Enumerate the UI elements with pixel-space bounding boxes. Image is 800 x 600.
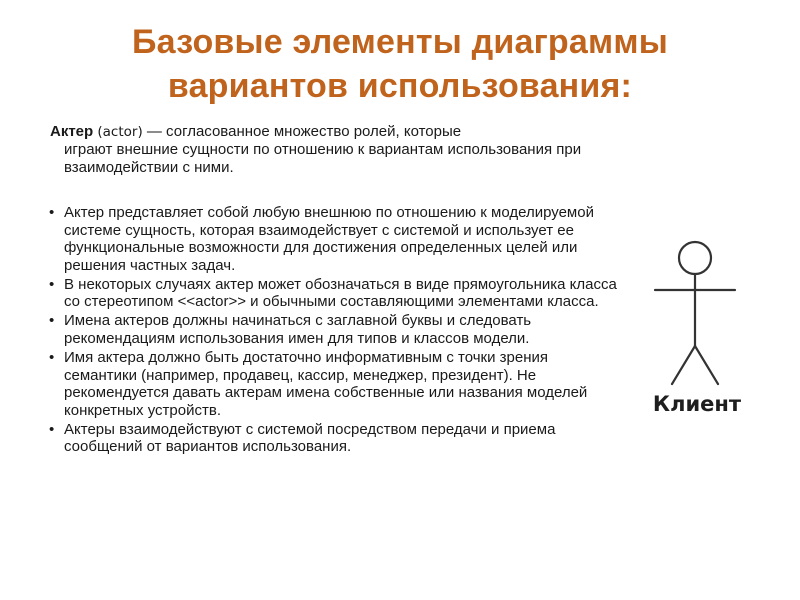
stick-figure-left-leg <box>672 346 695 384</box>
list-item <box>49 276 624 311</box>
slide-title <box>0 20 800 108</box>
bullet-icon: • <box>49 420 55 438</box>
list-item-text: Имена актеров должны начинаться с заглавной буквы и следовать рекомендациям использования имен для типов и классов модели. <box>64 312 532 347</box>
definition-text-rest: играют внешние сущности по отношению к вариантам использования при взаимодействии с ними. <box>64 141 582 176</box>
list-item-text: Имя актера должно быть достаточно информативным с точки зрения семантики (например, продавец, кассир, менеджер, президент). Не рекомендуется давать актерам имена собственные или названия моделей конкретных устройств. <box>64 348 588 419</box>
list-item <box>49 204 624 274</box>
definition-term: Актер <box>50 123 94 140</box>
actor-label: Клиент <box>652 392 742 416</box>
bullet-list <box>49 204 624 457</box>
list-item-text: В некоторых случаях актер может обозначаться в виде прямоугольника класса со стереотипом <<actor>> и обычными составляющими элементами класса. <box>64 275 617 311</box>
list-item-text: Актеры взаимодействуют с системой посредством передачи и приема сообщений от вариантов использования. <box>64 420 556 456</box>
slide-title-line-1: Базовые элементы диаграммы <box>132 23 668 61</box>
bullet-icon: • <box>49 204 55 221</box>
definition-first-line <box>50 123 610 141</box>
stick-figure-right-leg <box>695 346 718 384</box>
definition-term-english: (actor) <box>97 124 143 140</box>
list-item <box>49 312 624 347</box>
stick-figure-head <box>679 242 711 274</box>
slide-title-line-2: вариантов использования: <box>167 67 633 105</box>
actor-definition <box>50 123 610 177</box>
list-item <box>49 421 624 456</box>
list-item-text: Актер представляет собой любую внешнюю по отношению к моделируемой системе сущность, которая взаимодействует с системой и использует ее функциональные возможности для достижения определенных целей или решения частных задач. <box>64 204 594 274</box>
bullet-icon: • <box>49 348 55 366</box>
bullet-icon: • <box>49 275 55 293</box>
bullet-icon: • <box>49 312 55 330</box>
definition-text-first: — согласованное множество ролей, которые <box>142 123 462 140</box>
list-item <box>49 349 624 419</box>
